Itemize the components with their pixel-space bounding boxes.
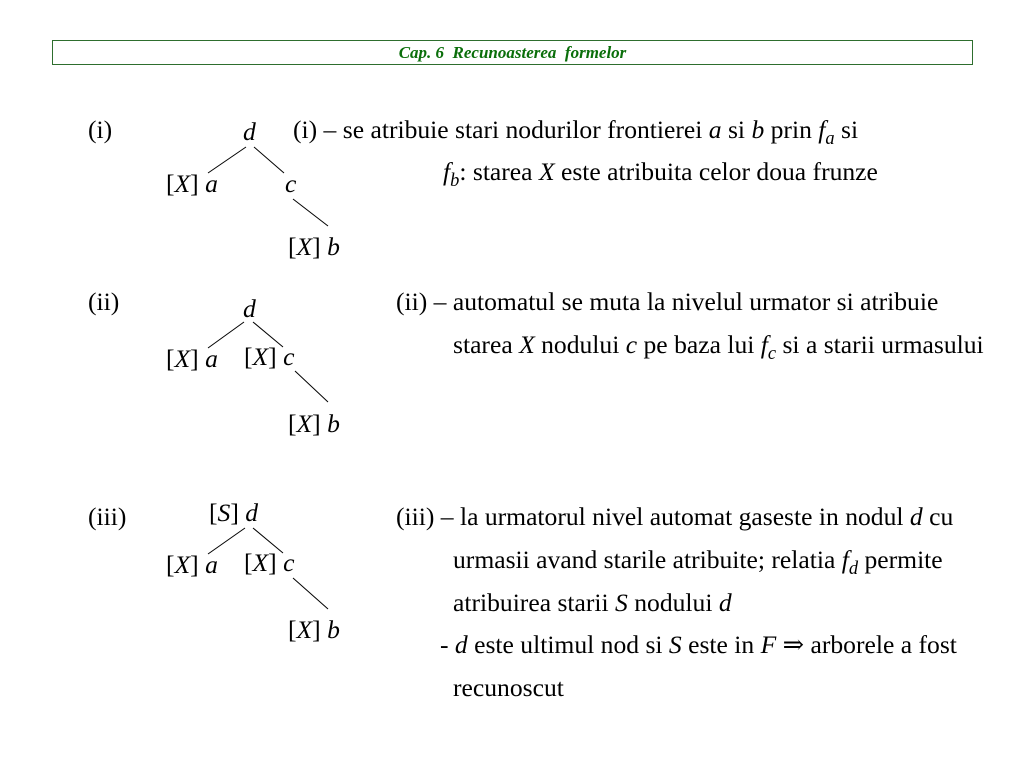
slide-title: Cap. 6 Recunoasterea formelor — [398, 43, 627, 62]
italic-math-symbol: X — [252, 548, 269, 577]
italic-math-symbol: X — [296, 615, 313, 644]
description-line — [396, 504, 953, 530]
italic-math-symbol: d — [454, 630, 468, 659]
subscript-symbol: b — [450, 169, 460, 190]
text-segment: ⇒ arborele a fost — [776, 630, 957, 659]
step-i-section — [0, 100, 1024, 270]
text-segment: urmasii avand starile atribuite; relatia — [453, 545, 842, 574]
description-line — [443, 159, 878, 188]
description-line — [453, 590, 732, 616]
text-segment: atribuirea starii — [453, 588, 616, 617]
text-segment: cu — [922, 502, 954, 531]
step-description — [0, 487, 1024, 717]
text-segment: pe baza lui — [637, 330, 761, 359]
italic-math-symbol: f — [841, 545, 849, 574]
text-segment: [ — [244, 548, 253, 577]
text-segment: ] — [268, 548, 284, 577]
step-iii-section — [0, 487, 1024, 717]
italic-math-symbol: X — [174, 344, 191, 373]
italic-math-symbol: b — [751, 115, 765, 144]
text-segment: [ — [244, 342, 253, 371]
italic-math-symbol: f — [760, 330, 768, 359]
step-description — [0, 272, 1024, 447]
italic-math-symbol: a — [205, 344, 218, 373]
italic-math-symbol: b — [327, 409, 340, 438]
text-segment: nodului — [534, 330, 626, 359]
subscript-symbol: a — [825, 127, 835, 148]
italic-math-symbol: S — [668, 630, 682, 659]
subscript-symbol: c — [767, 342, 777, 363]
text-segment: este atribuita celor doua frunze — [554, 157, 878, 186]
italic-math-symbol: d — [245, 498, 259, 527]
text-segment: ] — [230, 498, 246, 527]
italic-math-symbol: a — [708, 115, 722, 144]
italic-math-symbol: X — [174, 550, 191, 579]
italic-math-symbol: d — [243, 294, 256, 323]
step-description — [0, 100, 1024, 270]
text-segment: [ — [166, 344, 175, 373]
description-line — [453, 675, 564, 701]
italic-math-symbol: d — [909, 502, 923, 531]
slide-header — [52, 40, 973, 65]
italic-math-symbol: S — [615, 588, 628, 617]
description-line — [396, 289, 938, 315]
text-segment: : starea — [459, 157, 539, 186]
text-segment: nodului — [627, 588, 719, 617]
text-segment: ] — [312, 615, 328, 644]
italic-math-symbol: c — [625, 330, 638, 359]
text-segment: [ — [288, 409, 297, 438]
step-label: (ii) — [88, 287, 120, 316]
text-segment: si a starii urmasului — [776, 330, 984, 359]
description-line — [453, 547, 943, 576]
description-line — [440, 632, 957, 658]
italic-math-symbol: X — [538, 157, 555, 186]
text-segment: [ — [209, 498, 218, 527]
italic-math-symbol: X — [296, 232, 313, 261]
description-line — [293, 117, 858, 146]
text-segment: ] — [190, 169, 206, 198]
text-segment: si — [721, 115, 752, 144]
italic-math-symbol: b — [327, 615, 340, 644]
subscript-symbol: d — [848, 557, 859, 578]
italic-math-symbol: d — [243, 117, 256, 146]
text-segment: (i) – se atribuie stari nodurilor frontierei — [293, 115, 709, 144]
step-label: (iii) — [88, 502, 127, 531]
italic-math-symbol: c — [285, 169, 297, 198]
text-segment: (iii) – la urmatorul nivel automat gaseste in nodul — [396, 502, 910, 531]
text-segment: si — [834, 115, 859, 144]
text-segment: [ — [166, 169, 175, 198]
italic-math-symbol: F — [760, 630, 777, 659]
italic-math-symbol: c — [283, 548, 295, 577]
italic-math-symbol: X — [519, 330, 535, 359]
text-segment: [ — [288, 615, 297, 644]
description-line — [453, 332, 984, 361]
italic-math-symbol: a — [205, 169, 218, 198]
text-segment: ] — [268, 342, 284, 371]
italic-math-symbol: b — [327, 232, 340, 261]
text-segment: este ultimul nod si — [467, 630, 669, 659]
text-segment: ] — [312, 232, 328, 261]
italic-math-symbol: X — [174, 169, 191, 198]
italic-math-symbol: f — [443, 157, 451, 186]
italic-math-symbol: c — [283, 342, 295, 371]
text-segment: ] — [312, 409, 328, 438]
text-segment: recunoscut — [453, 673, 564, 702]
text-segment: permite — [858, 545, 943, 574]
text-segment: este in — [681, 630, 761, 659]
italic-math-symbol: S — [217, 498, 231, 527]
italic-math-symbol: a — [205, 550, 218, 579]
step-ii-section — [0, 272, 1024, 447]
text-segment: - — [440, 630, 455, 659]
text-segment: prin — [764, 115, 819, 144]
italic-math-symbol: X — [296, 409, 313, 438]
text-segment: starea — [453, 330, 520, 359]
step-label: (i) — [88, 115, 113, 144]
italic-math-symbol: f — [818, 115, 826, 144]
text-segment: [ — [288, 232, 297, 261]
text-segment: [ — [166, 550, 175, 579]
italic-math-symbol: d — [718, 588, 732, 617]
italic-math-symbol: X — [252, 342, 269, 371]
text-segment: ] — [190, 344, 206, 373]
text-segment: ] — [190, 550, 206, 579]
text-segment: (ii) – automatul se muta la nivelul urmator si atribuie — [396, 287, 939, 316]
